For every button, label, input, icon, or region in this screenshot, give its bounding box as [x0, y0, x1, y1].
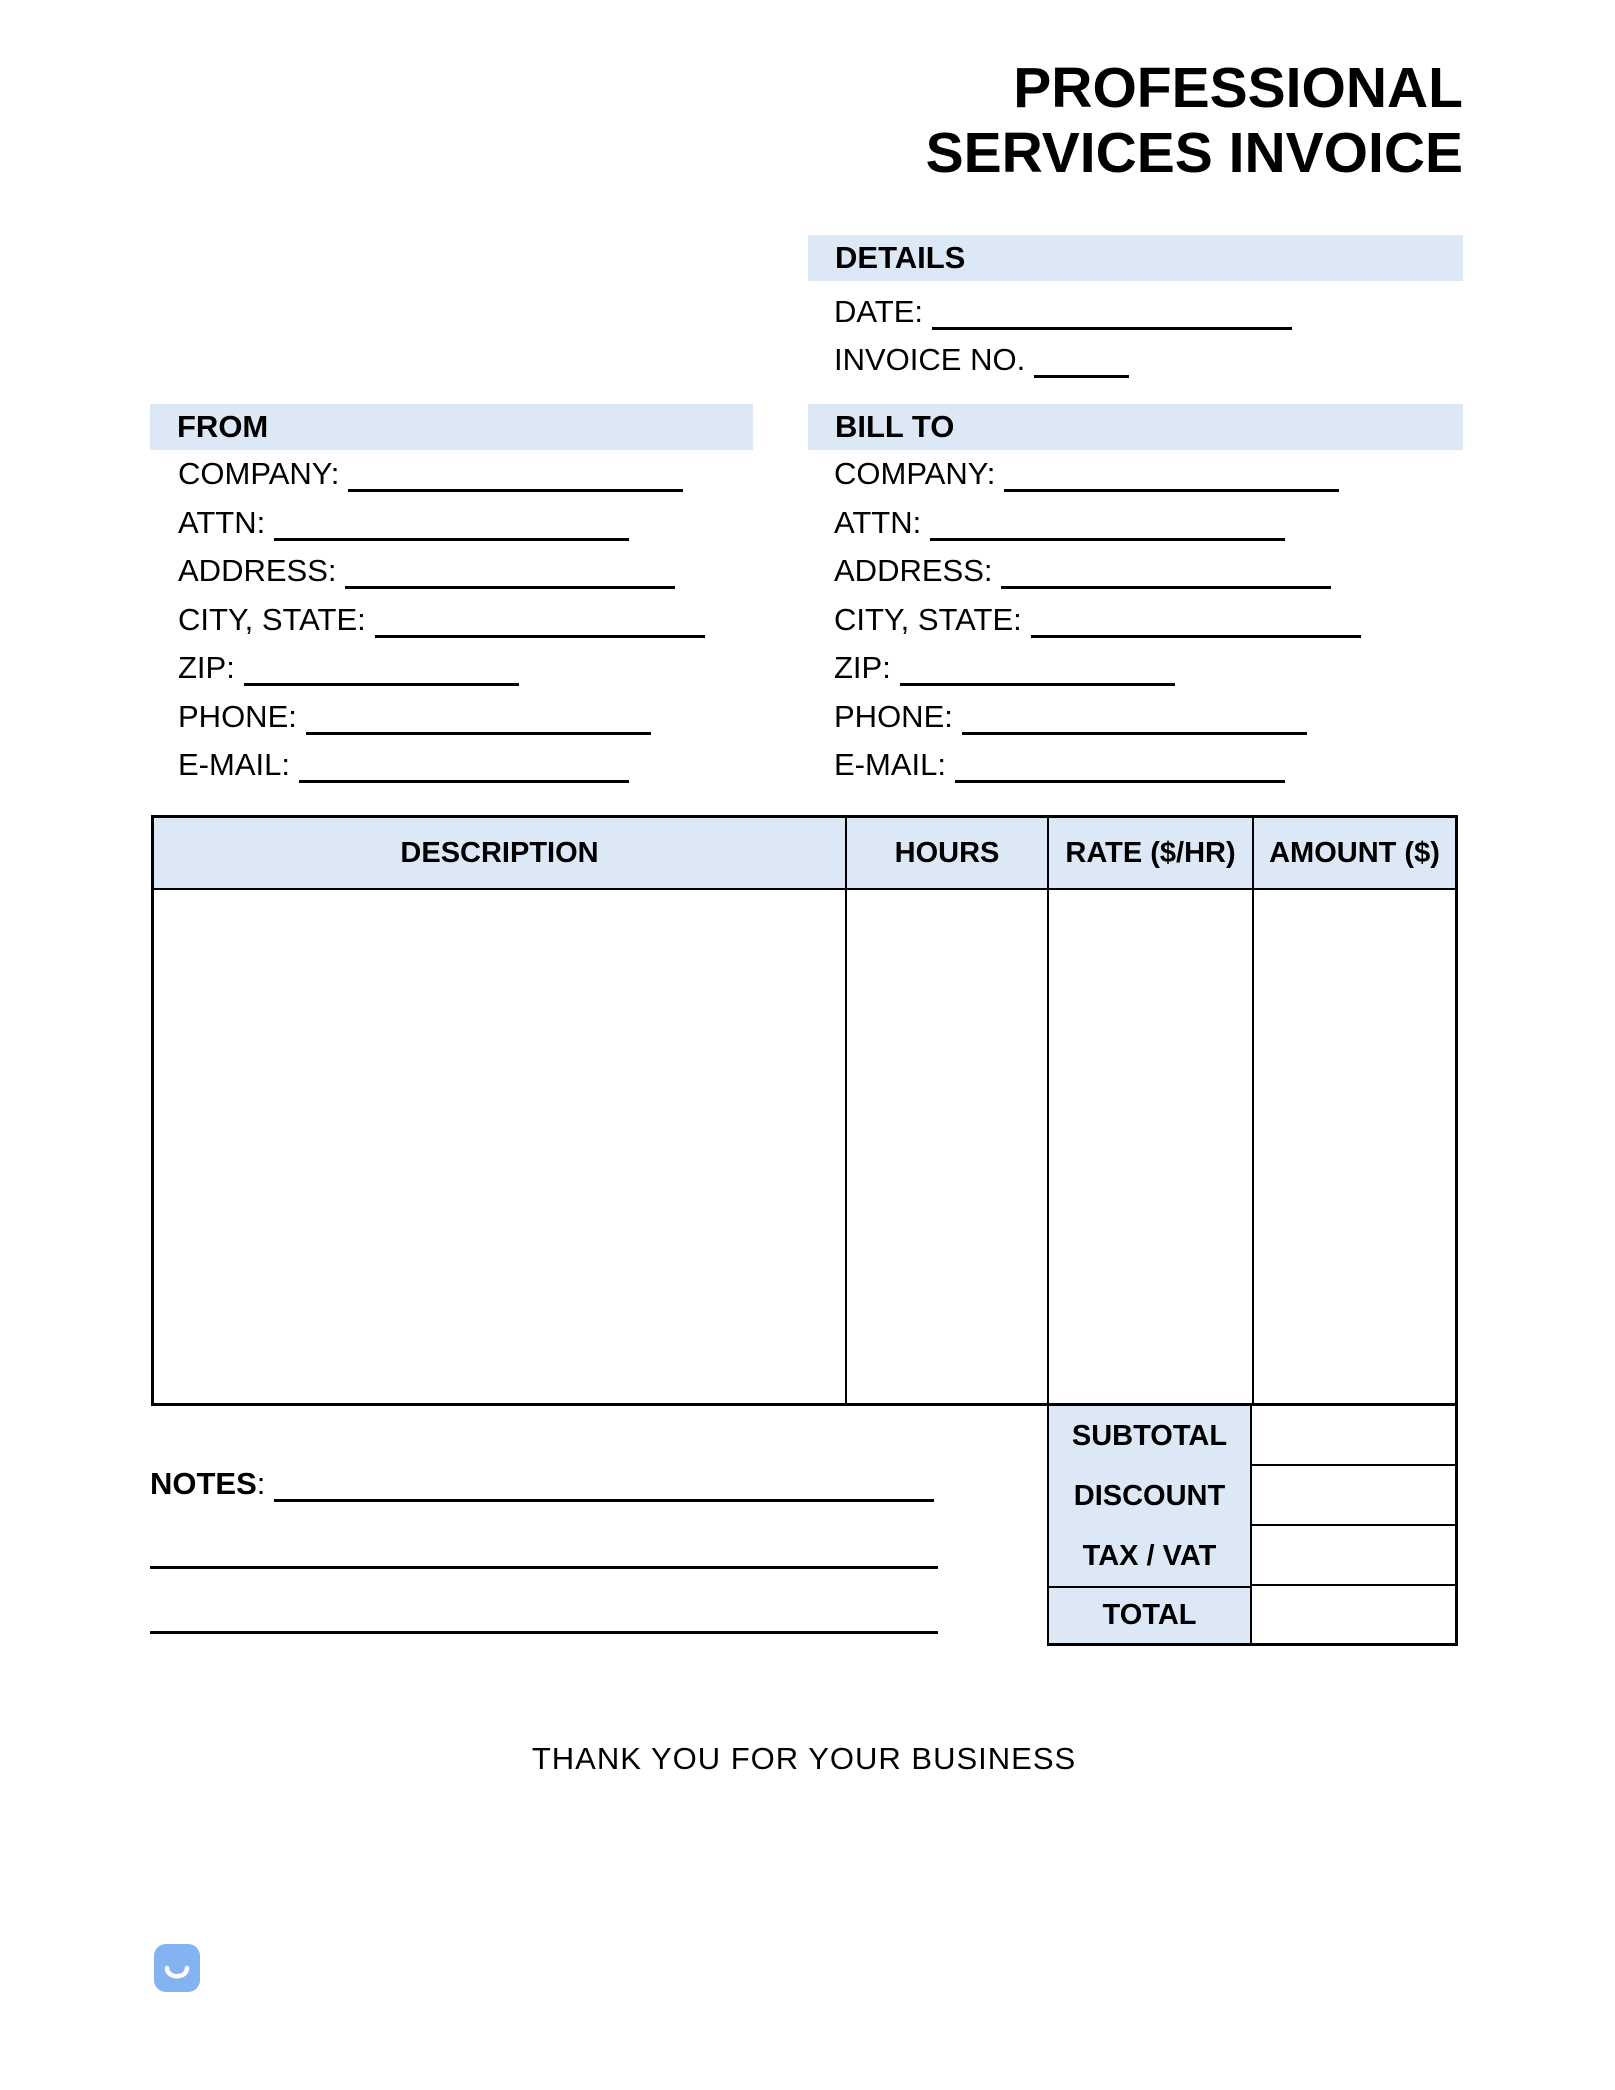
- column-header-amount: AMOUNT ($): [1252, 815, 1458, 890]
- line-items-table: [151, 815, 1458, 1646]
- bill-to-city-state-label: CITY, STATE:: [834, 601, 1022, 637]
- notes-separator: :: [256, 1466, 266, 1501]
- from-city-state-label: CITY, STATE:: [178, 601, 366, 637]
- bill-to-zip-blank-line: [900, 683, 1175, 686]
- invoice-no-blank-line: [1034, 375, 1129, 378]
- from-city-state-blank-line: [375, 635, 705, 638]
- from-field-company: [178, 450, 705, 499]
- from-phone-label: PHONE:: [178, 698, 297, 734]
- from-company-label: COMPANY:: [178, 456, 340, 491]
- column-header-description: DESCRIPTION: [151, 815, 845, 890]
- bill-to-fields: [808, 450, 1361, 790]
- bill-to-attn-label: ATTN:: [834, 504, 922, 540]
- notes-blank-line-1: [274, 1499, 934, 1502]
- document-title: [926, 56, 1463, 186]
- bill-to-company-label: COMPANY:: [834, 456, 996, 491]
- bill-to-field-city-state: [834, 596, 1361, 645]
- bill-to-field-phone: [834, 693, 1361, 742]
- smile-logo-icon: [154, 1944, 200, 1992]
- details-header-label: DETAILS: [835, 240, 966, 275]
- bill-to-field-zip: [834, 644, 1361, 693]
- bill-to-field-attn: [834, 499, 1361, 548]
- bill-to-address-blank-line: [1001, 586, 1331, 589]
- bill-to-attn-blank-line: [930, 538, 1285, 541]
- column-header-hours: HOURS: [845, 815, 1047, 890]
- bill-to-company-blank-line: [1004, 489, 1339, 492]
- from-zip-blank-line: [244, 683, 519, 686]
- details-fields: [808, 288, 1292, 384]
- notes-blank-line-3: [150, 1631, 938, 1634]
- subtotal-label-cell: SUBTOTAL: [1047, 1406, 1252, 1466]
- bill-to-section-header: [808, 404, 1463, 450]
- invoice-no-label: INVOICE NO.: [834, 342, 1026, 377]
- total-value-cell: [1252, 1586, 1458, 1646]
- from-fields: [150, 450, 705, 790]
- bill-to-address-label: ADDRESS:: [834, 553, 993, 588]
- thank-you-message: THANK YOU FOR YOUR BUSINESS: [531, 1741, 1077, 1776]
- from-address-label: ADDRESS:: [178, 553, 337, 588]
- bill-to-phone-label: PHONE:: [834, 698, 953, 734]
- discount-label-cell: DISCOUNT: [1047, 1466, 1252, 1526]
- bill-to-phone-blank-line: [962, 732, 1307, 735]
- bill-to-field-company: [834, 450, 1361, 499]
- items-rate-cell: [1047, 890, 1252, 1406]
- from-attn-label: ATTN:: [178, 504, 266, 540]
- from-field-phone: [178, 693, 705, 742]
- field-date: [834, 288, 1292, 336]
- bill-to-zip-label: ZIP:: [834, 650, 891, 685]
- total-label-cell: TOTAL: [1047, 1586, 1252, 1646]
- bill-to-field-address: [834, 547, 1361, 596]
- title-line-1: PROFESSIONAL: [1013, 56, 1463, 120]
- from-section-header: [150, 404, 753, 450]
- from-field-email: [178, 741, 705, 790]
- bill-to-email-label: E-MAIL:: [834, 747, 946, 782]
- bill-to-city-state-blank-line: [1031, 635, 1361, 638]
- from-field-city-state: [178, 596, 705, 645]
- items-description-cell: [151, 890, 845, 1406]
- date-label: DATE:: [834, 294, 923, 329]
- column-header-rate: RATE ($/HR): [1047, 815, 1252, 890]
- from-field-attn: [178, 499, 705, 548]
- tax-vat-label-cell: TAX / VAT: [1047, 1526, 1252, 1586]
- from-zip-label: ZIP:: [178, 650, 235, 685]
- from-address-blank-line: [345, 586, 675, 589]
- notes-field: [150, 1462, 934, 1506]
- bill-to-email-blank-line: [955, 780, 1285, 783]
- notes-label: NOTES: [150, 1466, 257, 1501]
- date-blank-line: [932, 327, 1292, 330]
- tax-vat-value-cell: [1252, 1526, 1458, 1586]
- items-amount-cell: [1252, 890, 1458, 1406]
- from-field-zip: [178, 644, 705, 693]
- from-email-blank-line: [299, 780, 629, 783]
- from-field-address: [178, 547, 705, 596]
- from-phone-blank-line: [306, 732, 651, 735]
- from-company-blank-line: [348, 489, 683, 492]
- details-section-header: [808, 235, 1463, 281]
- discount-value-cell: [1252, 1466, 1458, 1526]
- from-header-label: FROM: [177, 409, 269, 444]
- from-email-label: E-MAIL:: [178, 747, 290, 782]
- title-line-2: SERVICES INVOICE: [925, 121, 1463, 185]
- notes-blank-line-2: [150, 1566, 938, 1569]
- field-invoice-no: [834, 336, 1292, 384]
- bill-to-field-email: [834, 741, 1361, 790]
- items-hours-cell: [845, 890, 1047, 1406]
- subtotal-value-cell: [1252, 1406, 1458, 1466]
- bill-to-header-label: BILL TO: [835, 409, 955, 444]
- from-attn-blank-line: [274, 538, 629, 541]
